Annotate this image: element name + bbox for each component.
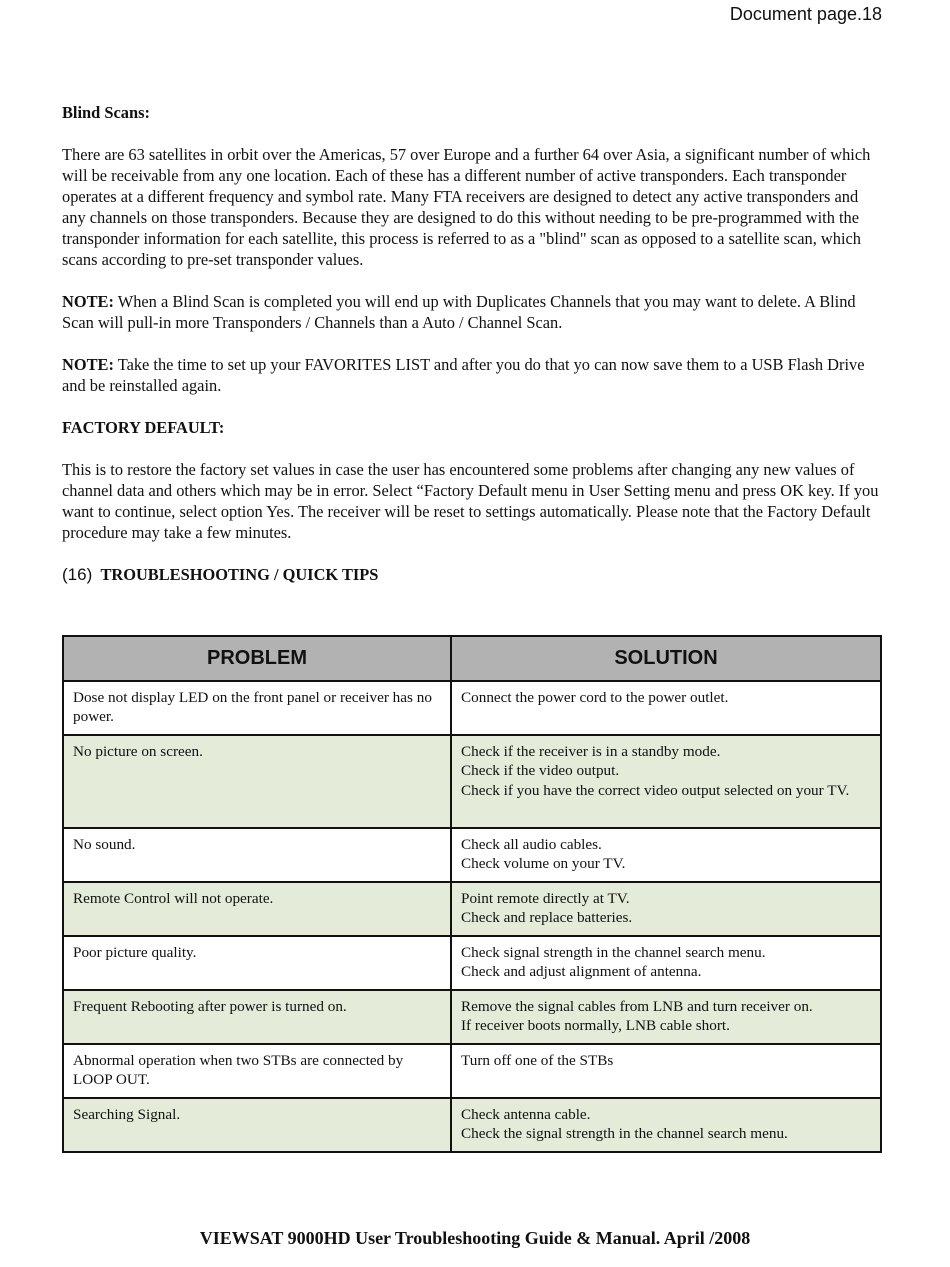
solution-line: Connect the power cord to the power outlet.: [461, 689, 729, 706]
solution-line: Check all audio cables.: [461, 836, 602, 853]
solution-cell: [451, 882, 881, 936]
solution-cell: [451, 681, 881, 735]
page-number-label: Document page.18: [729, 4, 882, 24]
solution-line: Check if the video output.: [461, 762, 620, 780]
table-body: [63, 681, 881, 1152]
problem-cell: No picture on screen.: [63, 735, 451, 828]
factory-default-heading: FACTORY DEFAULT:: [62, 418, 225, 437]
table-row: [63, 1098, 881, 1152]
solution-line: Remove the signal cables from LNB and turn receiver on.: [461, 998, 813, 1015]
note-text: Take the time to set up your FAVORITES LIST and after you do that yo can now save them to a USB Flash Drive and be reinstalled again.: [62, 355, 865, 395]
problem-cell: Dose not display LED on the front panel or receiver has no power.: [63, 681, 451, 735]
solution-cell: [451, 1098, 881, 1152]
solution-line: Check if the receiver is in a standby mode.: [461, 743, 721, 760]
troubleshooting-heading: [62, 564, 882, 585]
problem-cell: Frequent Rebooting after power is turned on.: [63, 990, 451, 1044]
blind-scans-paragraph: There are 63 satellites in orbit over the Americas, 57 over Europe and a further 64 over Asia, a significant number of which will be receivable from any one location. Each of these has a different number of active transponders. Each transponder operates at a different frequency and symbol rate. Many FTA receivers are designed to detect any active transponders and any channels on those transponders. Because they are designed to do this without needing to be pre-programmed with the transponder information for each satellite, this process is referred to as a "blind" scan as opposed to a satellite scan, which scans according to pre-set transponder values.: [62, 145, 871, 269]
solution-line: Check the signal strength in the channel search menu.: [461, 1125, 788, 1143]
solution-line: Check antenna cable.: [461, 1106, 591, 1123]
table-row: [63, 936, 881, 990]
solution-line: Check and replace batteries.: [461, 909, 633, 927]
solution-line: Check if you have the correct video output selected on your TV.: [461, 781, 850, 799]
solution-line: Turn off one of the STBs: [461, 1052, 614, 1069]
factory-default-paragraph: This is to restore the factory set values in case the user has encountered some problems after changing any new values of channel data and others which may be in error. Select “Factory Default menu in User Setting menu and press OK key. If you want to continue, select option Yes. The receiver will be reset to settings automatically. Please note that the Factory Default procedure may take a few minutes.: [62, 460, 879, 542]
table-row: [63, 735, 881, 828]
note-label: NOTE:: [62, 292, 114, 311]
solution-line: If receiver boots normally, LNB cable short.: [461, 1017, 730, 1035]
problem-cell: Remote Control will not operate.: [63, 882, 451, 936]
table-row: [63, 882, 881, 936]
note-text: When a Blind Scan is completed you will end up with Duplicates Channels that you may want to delete. A Blind Scan will pull-in more Transponders / Channels than a Auto / Channel Scan.: [62, 292, 856, 332]
footer-title: VIEWSAT 9000HD User Troubleshooting Guide & Manual. April /2008: [199, 1228, 751, 1248]
problem-cell: Abnormal operation when two STBs are connected by LOOP OUT.: [63, 1044, 451, 1098]
section-number: (16): [62, 565, 93, 584]
solution-column-header: SOLUTION: [451, 636, 881, 681]
table-row: [63, 828, 881, 882]
solution-line: Point remote directly at TV.: [461, 890, 630, 907]
blind-scans-heading: Blind Scans:: [62, 103, 150, 122]
problem-cell: No sound.: [63, 828, 451, 882]
solution-cell: [451, 936, 881, 990]
table-header-row: [63, 636, 881, 681]
document-body: [62, 102, 882, 585]
solution-cell: [451, 1044, 881, 1098]
table-row: [63, 990, 881, 1044]
note-paragraph-2: [62, 354, 882, 396]
problem-cell: Poor picture quality.: [63, 936, 451, 990]
problem-cell: Searching Signal.: [63, 1098, 451, 1152]
problem-column-header: PROBLEM: [63, 636, 451, 681]
troubleshooting-table: [62, 635, 882, 1153]
solution-line: Check signal strength in the channel search menu.: [461, 944, 766, 961]
solution-cell: [451, 990, 881, 1044]
solution-line: Check volume on your TV.: [461, 855, 626, 873]
table-row: [63, 681, 881, 735]
solution-cell: [451, 735, 881, 828]
note-paragraph-1: [62, 291, 882, 333]
solution-cell: [451, 828, 881, 882]
solution-line: Check and adjust alignment of antenna.: [461, 963, 702, 981]
note-label: NOTE:: [62, 355, 114, 374]
table-row: [63, 1044, 881, 1098]
section-title: TROUBLESHOOTING / QUICK TIPS: [100, 565, 379, 584]
